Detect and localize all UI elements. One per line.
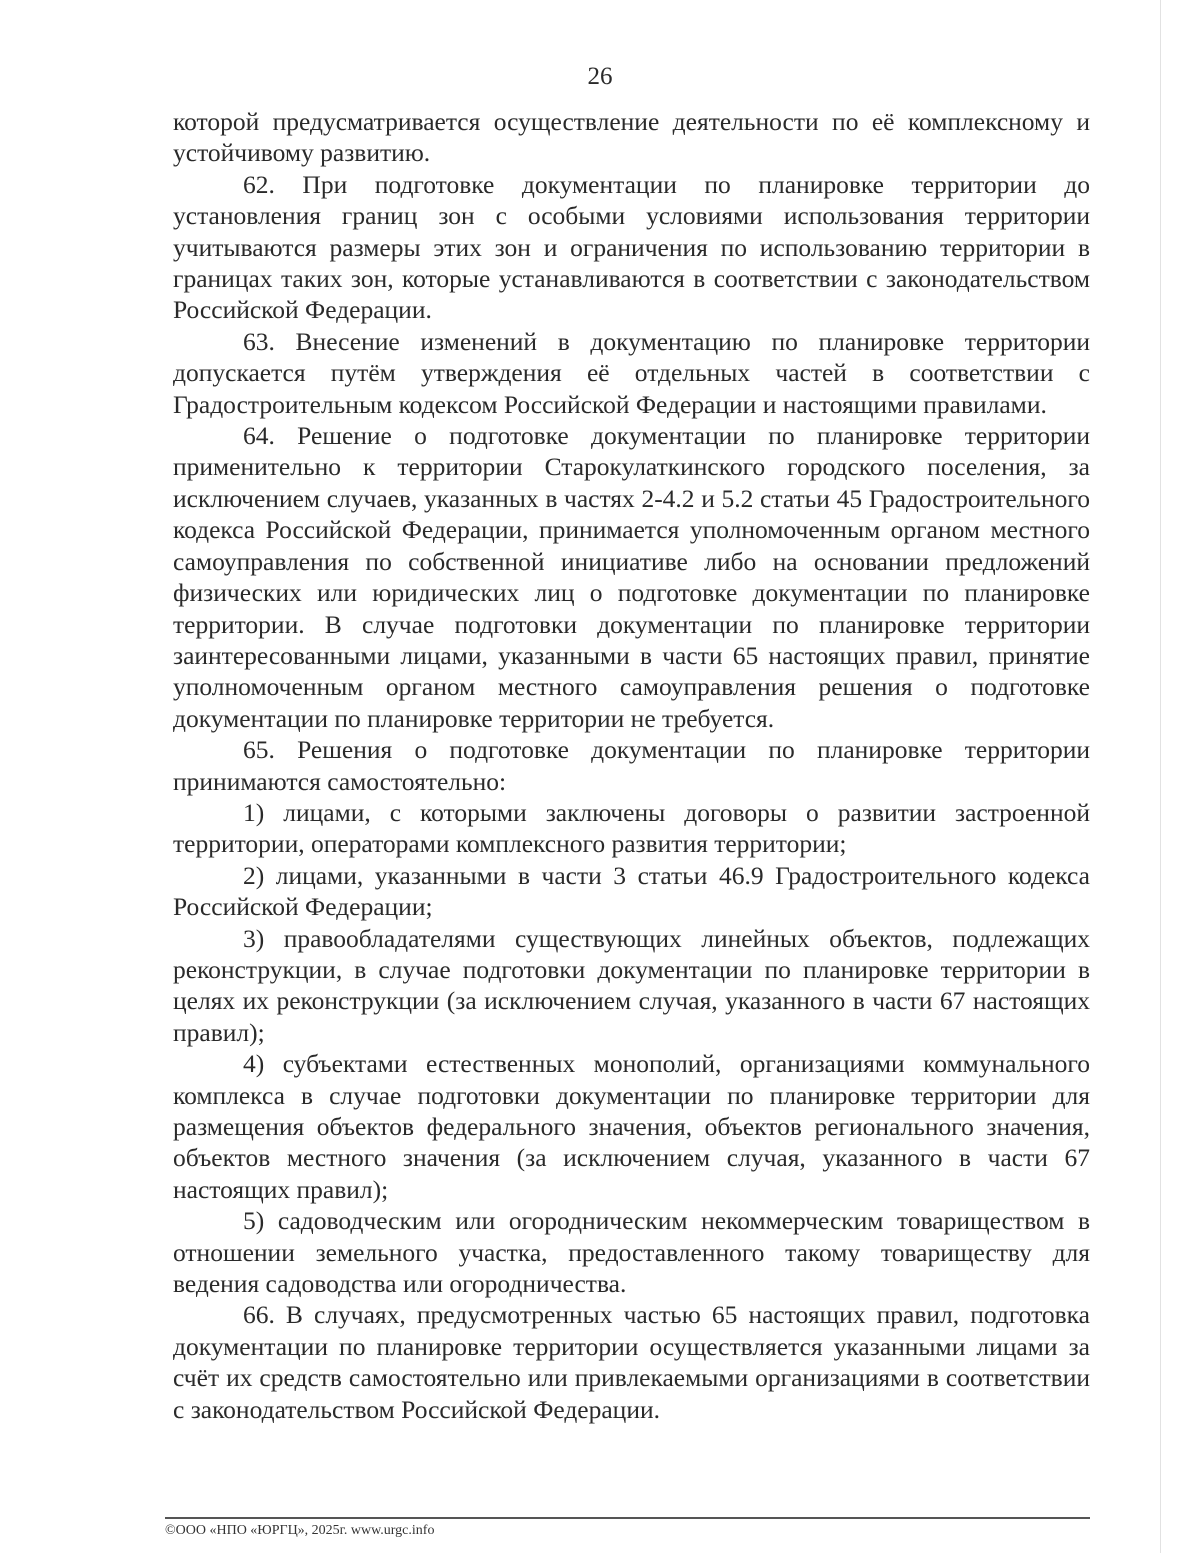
- list-item-4: 4) субъектами естественных монополий, организациями коммунального комплекса в случае подготовки документации по планировке территории для размещения объектов федерального значения, объектов регионального значения, объектов местного значения (за исключением случая, указанного в части 67 настоящих правил);: [173, 1049, 1090, 1204]
- page-number: 26: [587, 63, 613, 90]
- paragraph-66: 66. В случаях, предусмотренных частью 65 настоящих правил, подготовка документации по планировке территории осуществляется указанными лицами за счёт их средств самостоятельно или привлекаемыми организациями в соответствии с законодательством Российской Федерации.: [173, 1300, 1090, 1424]
- list-item-1: 1) лицами, с которыми заключены договоры о развитии застроенной территории, операторами комплексного развития территории;: [173, 797, 1090, 859]
- paragraph-62: 62. При подготовке документации по планировке территории до установления границ зон с особыми условиями использования территории учитываются размеры этих зон и ограничения по использованию территории в границах таких зон, которые устанавливаются в соответствии с законодательством Российской Федерации.: [173, 169, 1090, 325]
- paragraph-64: 64. Решение о подготовке документации по планировке территории применительно к территории Старокулаткинского городского поселения, за исключением случаев, указанных в частях 2-4.2 и 5.2 статьи 45 Градостроительного кодекса Российской Федерации, принимается уполномоченным органом местного самоуправления по собственной инициативе либо на основании предложений физических или юридических лиц о подготовке документации по планировке территории. В случае подготовки документации по планировке территории заинтересованными лицами, указанными в части 65 настоящих правил, принятие уполномоченным органом местного самоуправления решения о подготовке документации по планировке территории не требуется.: [173, 421, 1090, 733]
- list-item-5: 5) садоводческим или огородническим некоммерческим товариществом в отношении земельного участка, предоставленного такому товариществу для ведения садоводства или огородничества.: [173, 1206, 1090, 1299]
- footer-divider: [165, 1517, 1090, 1519]
- scan-edge-line: [1160, 0, 1161, 1553]
- list-item-2: 2) лицами, указанными в части 3 статьи 46.9 Градостроительного кодекса Российской Федерации;: [173, 860, 1090, 922]
- list-item-3: 3) правообладателями существующих линейных объектов, подлежащих реконструкции, в случае подготовки документации по планировке территории в целях их реконструкции (за исключением случая, указанного в части 67 настоящих правил);: [173, 923, 1090, 1047]
- paragraph-63: 63. Внесение изменений в документацию по планировке территории допускается путём утверждения её отдельных частей в соответствии с Градостроительным кодексом Российской Федерации и настоящими правилами.: [173, 326, 1090, 419]
- footer-copyright: ©ООО «НПО «ЮРГЦ», 2025г. www.urgc.info: [165, 1523, 435, 1538]
- paragraph-continuation: которой предусматривается осуществление деятельности по её комплексному и устойчивому развитию.: [173, 107, 1090, 168]
- paragraph-65: 65. Решения о подготовке документации по планировке территории принимаются самостоятельно:: [173, 735, 1090, 796]
- document-body: [173, 106, 1090, 1425]
